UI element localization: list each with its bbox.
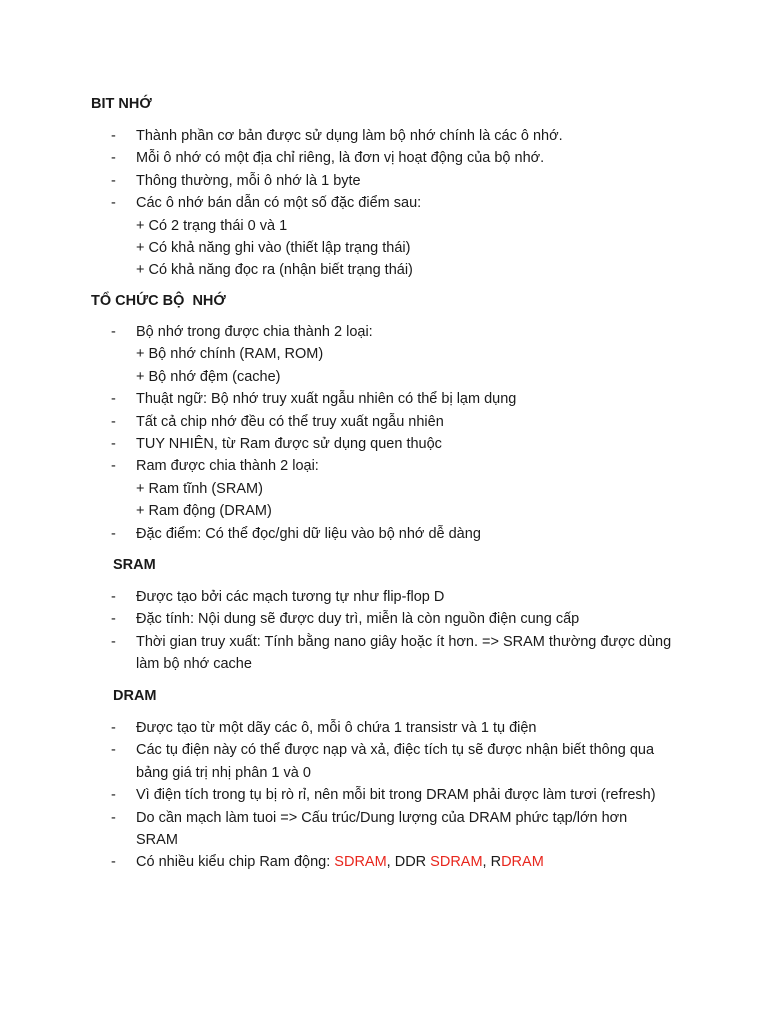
list-item [0,807,768,829]
bullet-dash: - [111,391,116,408]
list-item-text: Được tạo từ một dãy các ô, mỗi ô chứa 1 transistr và 1 tụ điện [136,720,537,736]
bullet-dash: - [111,854,116,871]
bullet-dash: - [111,128,116,144]
list-item-text: Thông thường, mỗi ô nhớ là 1 byte [136,172,361,189]
list-item-text: bảng giá trị nhị phân 1 và 0 [136,764,311,781]
heading-bit-nho: BIT NHỚ [91,96,152,112]
sub-item-text: + Ram tĩnh (SRAM) [136,480,263,497]
bullet-dash: - [111,742,116,759]
sub-item [0,259,768,281]
bullet-dash: - [111,525,116,542]
list-item [0,523,768,545]
list-item-text: Thời gian truy xuất: Tính bằng nano giây hoặc ít hơn. => SRAM thường được dùng [136,633,672,650]
sub-item [0,500,768,522]
sub-item [0,478,768,500]
list-item-text: TUY NHIÊN, từ Ram được sử dụng quen thuộc [136,435,442,452]
sub-item [0,237,768,259]
bullet-dash: - [111,787,116,804]
list-item-text: Vì điện tích trong tụ bị rò rỉ, nên mỗi bit trong DRAM phải được làm tươi (refresh) [136,787,656,804]
list-item-text: Các tụ điện này có thể được nạp và xả, điệc tích tụ sẽ được nhận biết thông qua [136,742,655,759]
list-item-text: Được tạo bởi các mạch tương tự như flip-flop D [136,589,445,605]
list-item-continuation [0,762,768,784]
list-sram [0,586,768,676]
list-item-text: Các ô nhớ bán dẫn có một số đặc điểm sau: [136,195,422,212]
bullet-dash: - [111,195,116,212]
bullet-dash: - [111,809,116,826]
list-item [0,433,768,455]
chip-types-sep: , DDR [386,854,431,871]
list-dram [0,717,768,874]
sub-item-text: + Có khả năng ghi vào (thiết lập trạng thái) [136,239,411,256]
list-to-chuc-bo-nho [0,321,768,545]
list-item-text: Bộ nhớ trong được chia thành 2 loại: [136,324,373,340]
list-item [0,388,768,410]
list-item [0,455,768,477]
list-item [0,192,768,214]
list-item [0,411,768,433]
bullet-dash: - [111,324,116,340]
sub-item-text: + Bộ nhớ chính (RAM, ROM) [136,346,324,363]
heading-to-chuc-bo-nho: TỔ CHỨC BỘ NHỚ [91,293,226,309]
bullet-dash: - [111,589,116,605]
list-item [0,147,768,169]
list-item-continuation [0,653,768,675]
bullet-dash: - [111,611,116,628]
list-item [0,125,768,147]
sub-item [0,343,768,365]
list-item-text: làm bộ nhớ cache [136,656,252,673]
bullet-dash: - [111,633,116,650]
list-item [0,608,768,630]
list-item-text: Tất cả chip nhớ đều có thể truy xuất ngẫu nhiên [136,413,444,430]
list-item [0,321,768,343]
list-item [0,170,768,192]
list-item-text: Đặc tính: Nội dung sẽ được duy trì, miễn là còn nguồn điện cung cấp [136,611,580,628]
list-item [0,739,768,761]
heading-sram: SRAM [113,557,156,573]
list-item [0,784,768,806]
highlight-sdram: SDRAM [334,854,387,871]
bullet-dash: - [111,458,116,475]
list-item-text-mixed [136,851,544,873]
list-item-text: Thuật ngữ: Bộ nhớ truy xuất ngẫu nhiên có thể bị lạm dụng [136,391,517,408]
chip-types-prefix: Có nhiều kiểu chip Ram động: [136,854,335,871]
list-item [0,717,768,739]
list-item-text: Ram được chia thành 2 loại: [136,458,319,475]
sub-item-text: + Bộ nhớ đệm (cache) [136,368,281,385]
sub-item [0,215,768,237]
list-item-text: Đặc điểm: Có thể đọc/ghi dữ liệu vào bộ nhớ dễ dàng [136,525,481,542]
list-bit-nho [0,125,768,282]
highlight-rdram: DRAM [501,854,544,871]
highlight-ddr-sdram: SDRAM [430,854,483,871]
list-item-text: Thành phần cơ bản được sử dụng làm bộ nhớ chính là các ô nhớ. [136,128,563,144]
list-item [0,631,768,653]
list-item-text: Do cần mạch làm tuoi => Cấu trúc/Dung lượng của DRAM phức tạp/lớn hơn [136,809,628,826]
sub-item-text: + Có 2 trạng thái 0 và 1 [136,217,288,234]
sub-item-text: + Có khả năng đọc ra (nhận biết trạng thái) [136,262,413,279]
list-item-text: Mỗi ô nhớ có một địa chỉ riêng, là đơn vị hoạt động của bộ nhớ. [136,150,545,167]
list-item [0,586,768,608]
list-item-continuation [0,829,768,851]
chip-types-sep: , R [482,854,502,871]
bullet-dash: - [111,413,116,430]
heading-dram: DRAM [113,688,157,704]
bullet-dash: - [111,150,116,167]
list-item-text: SRAM [136,831,178,848]
sub-item [0,366,768,388]
bullet-dash: - [111,435,116,452]
bullet-dash: - [111,720,116,736]
sub-item-text: + Ram động (DRAM) [136,503,272,520]
bullet-dash: - [111,172,116,189]
list-item [0,851,768,873]
